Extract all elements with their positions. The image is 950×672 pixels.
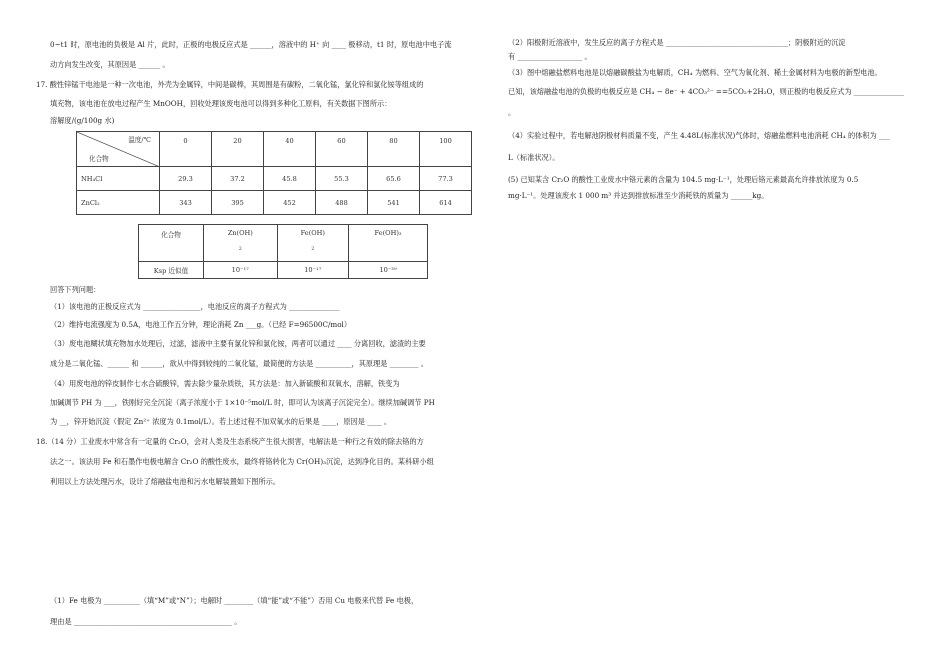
ksp-value: 10⁻³⁹ bbox=[349, 262, 428, 279]
table-corner-cell bbox=[77, 132, 160, 167]
right-line: mg·L⁻¹。处理该废水 1 000 m³ 并达到排放标准至少消耗铁的质量为 ______kg。 bbox=[508, 191, 769, 200]
ksp-compound-cell bbox=[277, 225, 349, 262]
solubility-value: 65.6 bbox=[368, 167, 420, 191]
q17-part-line: （2）维持电流强度为 0.5A，电池工作五分钟，理论消耗 Zn ___g。（已经 F=96500C/mol） bbox=[50, 320, 352, 329]
ksp-compound-cell bbox=[349, 225, 428, 262]
table-row bbox=[77, 191, 472, 215]
right-line: 。 bbox=[508, 108, 516, 117]
temp-cell: 100 bbox=[420, 132, 472, 167]
solubility-value: 45.8 bbox=[264, 167, 316, 191]
q17-intro-line-1: 17. 酸性锌锰干电池是一种一次电池，外壳为金属锌，中间是碳棒，其周围是有碳粉，二氧化锰，氯化锌和氯化铵等组成的 bbox=[36, 80, 424, 89]
ksp-compound-sub: 2 bbox=[311, 247, 315, 252]
right-line: L（标准状况）。 bbox=[508, 153, 560, 162]
ksp-value: 10⁻¹⁷ bbox=[204, 262, 278, 279]
right-line: 有 __________________ 。 bbox=[508, 52, 592, 61]
ksp-compound: Fe(OH)₃ bbox=[374, 229, 402, 237]
ksp-compound: Zn(OH) bbox=[227, 229, 253, 237]
ksp-compound: Fe(OH) bbox=[300, 229, 325, 237]
q18-part1-line: （1）Fe 电极为 __________（填“M”或“N”）；电解时 ________（填“能”或“不能”）否用 Cu 电极来代替 Fe 电极， bbox=[50, 596, 419, 605]
ksp-value: 10⁻¹⁷ bbox=[277, 262, 349, 279]
right-line: （3）图中熔融盐燃料电池是以熔融碳酸盐为电解质，CH₄ 为燃料、空气为氧化剂、稀土金属材料为电极的新型电池。 bbox=[508, 68, 882, 77]
temp-cell: 40 bbox=[264, 132, 316, 167]
temp-cell: 20 bbox=[212, 132, 264, 167]
solubility-table bbox=[76, 131, 472, 215]
right-line: (5) 已知某含 Cr₂O 的酸性工业废水中铬元素的含量为 104.5 mg·L⁻¹，处理后铬元素最高允许排放浓度为 0.5 bbox=[508, 175, 859, 184]
solubility-caption: 溶解度/(g/100g 水) bbox=[50, 116, 115, 125]
solubility-value: 77.3 bbox=[420, 167, 472, 191]
solubility-value: 343 bbox=[160, 191, 212, 215]
compound-name: NH₄Cl bbox=[77, 167, 160, 191]
table-row bbox=[77, 132, 472, 167]
q17-part-line: 加碱调节 PH 为 ___，铁刚好完全沉淀（离子浓度小于 1×10⁻⁵mol/L 时，即可认为该离子沉淀完全）。继续加碱调节 PH bbox=[50, 398, 435, 407]
temperature-header: 温度/℃ bbox=[128, 136, 151, 144]
temp-cell: 60 bbox=[316, 132, 368, 167]
right-line: （4）实验过程中，若电解池阴极材料质量不变，产生 4.48L(标准状况)气体时，熔融盐燃料电池消耗 CH₄ 的体积为 ___ bbox=[508, 131, 890, 140]
temp-cell: 80 bbox=[368, 132, 420, 167]
ksp-compound-sub: 2 bbox=[238, 247, 242, 252]
ksp-label: Ksp 近似值 bbox=[139, 262, 204, 279]
q17-part-line: 为 __，锌开始沉淀（假定 Zn²⁺ 浓度为 0.1mol/L）。若上述过程不加双氧水的后果是 ____，原因是 ____ 。 bbox=[50, 417, 392, 426]
q18-line: 利用以上方法处理污水，设计了熔融盐电池和污水电解装置如下图所示。 bbox=[50, 477, 281, 486]
solubility-value: 614 bbox=[420, 191, 472, 215]
q16-line-2: 动方向发生改变，其原因是 ______ 。 bbox=[50, 60, 170, 69]
solubility-value: 395 bbox=[212, 191, 264, 215]
ksp-header-label: 化合物 bbox=[139, 225, 204, 262]
q17-part-line: （1）该电池的正极反应式为 ________________，电池反应的离子方程式为 ______________ bbox=[50, 302, 340, 311]
temp-cell: 0 bbox=[160, 132, 212, 167]
ksp-compound-cell bbox=[204, 225, 278, 262]
q17-intro-line-2: 填充物，该电池在放电过程产生 MnOOH，回收处理该废电池可以得到多种化工原料，有关数据下图所示： bbox=[50, 99, 392, 108]
compound-name: ZnCl₂ bbox=[77, 191, 160, 215]
q16-line-1: 0~t1 时，原电池的负极是 Al 片，此时，正极的电极反应式是 ______，溶液中的 H⁺ 向 ____ 极移动，t1 时，原电池中电子流 bbox=[50, 40, 452, 49]
q17-part-line: （3）废电池糊状填充物加水处理后，过滤，滤液中主要有氯化锌和氯化铵，两者可以通过 ____ 分离回收，滤渣的主要 bbox=[50, 339, 426, 348]
solubility-value: 452 bbox=[264, 191, 316, 215]
table-row bbox=[139, 262, 428, 279]
compound-header: 化合物 bbox=[89, 155, 109, 163]
right-line: 已知，该熔融盐电池的负极的电极反应是 CH₄ − 8e⁻ + 4CO₃²⁻ ==5CO₂+2H₂O，则正极的电极反应式为 ______________ bbox=[508, 87, 905, 96]
q17-part-line: （4）用废电池的锌皮制作七水合硫酸锌，需去除少量杂质铁，其方法是：加入新硫酸和双氧水，溶解，铁变为 bbox=[50, 379, 400, 388]
solubility-value: 541 bbox=[368, 191, 420, 215]
answer-prompt: 回答下列问题： bbox=[50, 285, 101, 294]
solubility-value: 37.2 bbox=[212, 167, 264, 191]
ksp-table bbox=[138, 224, 428, 279]
table-row bbox=[77, 167, 472, 191]
solubility-value: 488 bbox=[316, 191, 368, 215]
q18-part1-line: 理由是 ____________________________________________ 。 bbox=[50, 617, 242, 626]
solubility-value: 29.3 bbox=[160, 167, 212, 191]
q17-part-line: 成分是二氧化锰、______ 和 ______，欲从中得到较纯的二氧化锰，最简便的方法是 __________，其原理是 ________ 。 bbox=[50, 359, 428, 368]
q18-line: 法之一。该法用 Fe 和石墨作电极电解含 Cr₂O 的酸性废水，最终将铬转化为 Cr(OH)₃沉淀，达到净化目的。某科研小组 bbox=[50, 457, 434, 466]
q18-line: 18.（14 分）工业废水中常含有一定量的 Cr₂O，会对人类及生态系统产生很大损害，电解法是一种行之有效的除去铬的方 bbox=[36, 437, 424, 446]
table-row bbox=[139, 225, 428, 262]
solubility-value: 55.3 bbox=[316, 167, 368, 191]
right-line: （2）阳极附近溶液中，发生反应的离子方程式是 __________________________________；阴极附近的沉淀 bbox=[508, 38, 846, 47]
